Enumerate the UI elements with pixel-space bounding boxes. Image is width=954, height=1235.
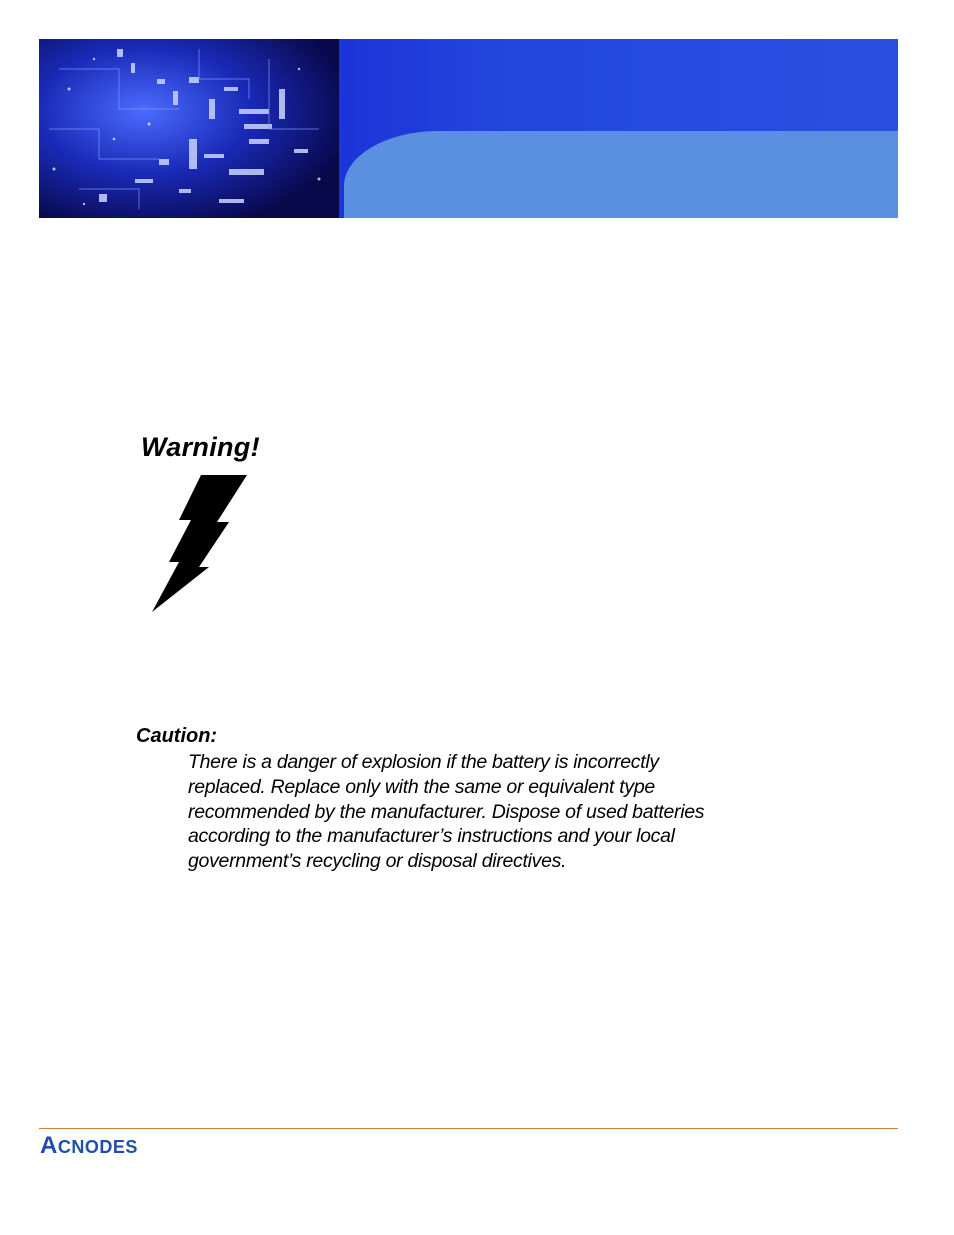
logo-wordmark: ACNODES xyxy=(40,1132,138,1159)
caution-title: Caution: xyxy=(136,725,218,747)
warning-block xyxy=(135,432,285,622)
banner-curve-shape xyxy=(344,131,898,218)
acnodes-logo xyxy=(40,1132,200,1160)
footer-divider xyxy=(39,1128,898,1129)
lightning-bolt-icon xyxy=(149,472,249,617)
caution-line: replaced. Replace only with the same or equivalent type xyxy=(188,775,655,798)
caution-line: according to the manufacturer’s instructions and your local xyxy=(188,825,675,848)
caution-line: recommended by the manufacturer. Dispose of used batteries xyxy=(188,800,705,823)
caution-text xyxy=(188,750,836,874)
caution-line: government’s recycling or disposal directives. xyxy=(188,850,567,873)
warning-title: Warning! xyxy=(141,432,260,462)
caution-block xyxy=(136,722,836,874)
header-banner xyxy=(39,39,898,218)
circuit-board-image xyxy=(39,39,339,218)
caution-line: There is a danger of explosion if the battery is incorrectly xyxy=(188,751,659,773)
